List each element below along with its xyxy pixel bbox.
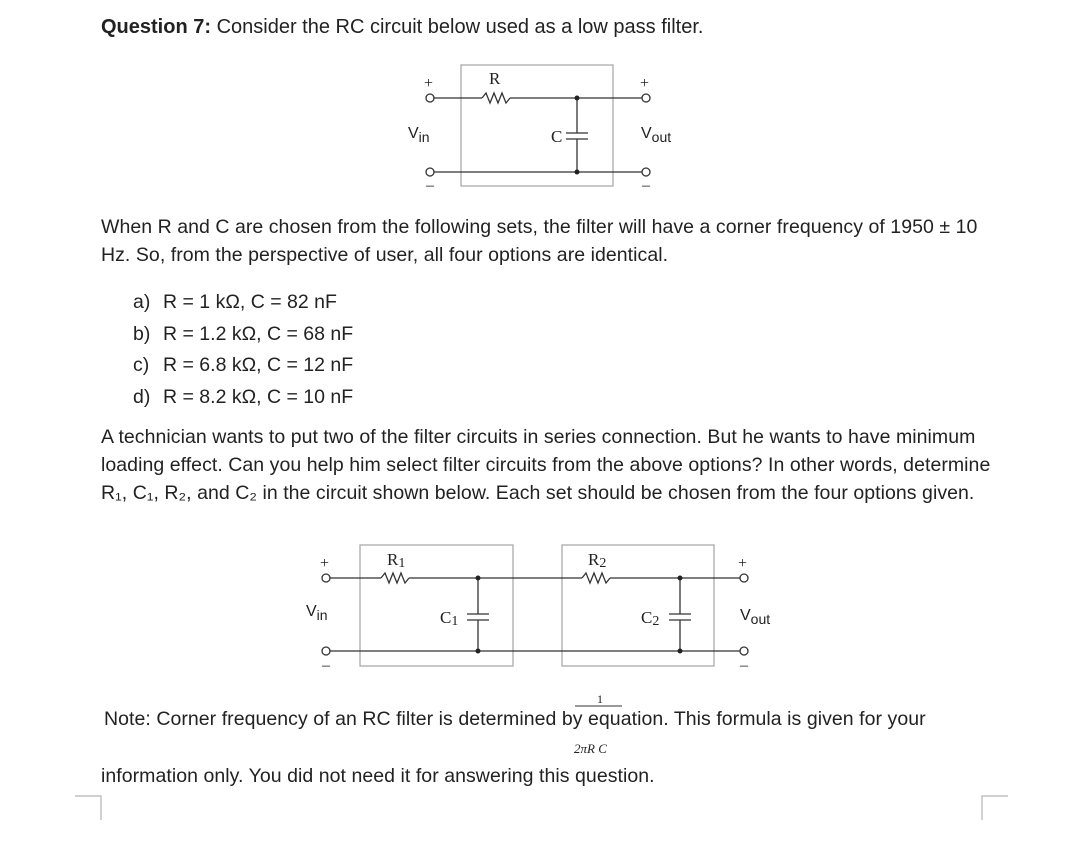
formula-numerator: 1: [597, 692, 603, 706]
corner-mark-right: [982, 796, 1008, 820]
vin-label: Vin: [306, 603, 328, 623]
vin-plus: +: [320, 555, 330, 572]
resistor-1-label: R1: [387, 550, 406, 571]
option-a: a) R = 1 kΩ, C = 82 nF: [133, 291, 337, 313]
option-d: d) R = 8.2 kΩ, C = 10 nF: [133, 385, 354, 408]
note-line-1: Note: Corner frequency of an RC filter is determined by equation. This formula is given for your: [104, 708, 926, 730]
corner-frequency-paragraph: When R and C are chosen from the following sets, the filter will have a corner frequency of 1950 ± 10 Hz. So, from the perspective of user, all four options are identical.: [101, 216, 978, 266]
vin-plus: +: [424, 75, 434, 92]
formula-denominator: 2πR C: [574, 741, 607, 756]
option-c: c) R = 6.8 kΩ, C = 12 nF: [133, 354, 354, 376]
vin-label: Vin: [408, 125, 430, 145]
resistor-label: R: [489, 69, 501, 88]
resistor-2-label: R2: [588, 550, 607, 571]
question-text: Consider the RC circuit below used as a low pass filter.: [211, 16, 704, 38]
capacitor-2-label: C2: [641, 608, 660, 629]
vout-plus: +: [738, 555, 748, 572]
question-number: Question 7:: [101, 16, 212, 38]
capacitor-label: C: [551, 127, 563, 146]
technician-paragraph: A technician wants to put two of the filter circuits in series connection. But he wants to have minimum loading effect. Can you help him select filter circuits from the above options? In other words, determine R₁, C₁, R₂, and C₂ in the circuit shown below. Each set should be chosen from the four options given.: [101, 426, 991, 504]
capacitor-1-label: C1: [440, 608, 459, 629]
vin-minus: –: [426, 177, 434, 194]
option-b: b) R = 1.2 kΩ, C = 68 nF: [133, 322, 354, 345]
vout-label: Vout: [740, 607, 771, 627]
vout-label: Vout: [641, 125, 672, 145]
vout-plus: +: [640, 75, 650, 92]
vout-minus: –: [740, 657, 748, 674]
vout-minus: –: [642, 177, 650, 194]
vin-minus: –: [322, 657, 330, 674]
corner-mark-left: [75, 796, 101, 820]
note-line-2: information only. You did not need it for answering this question.: [101, 765, 655, 787]
